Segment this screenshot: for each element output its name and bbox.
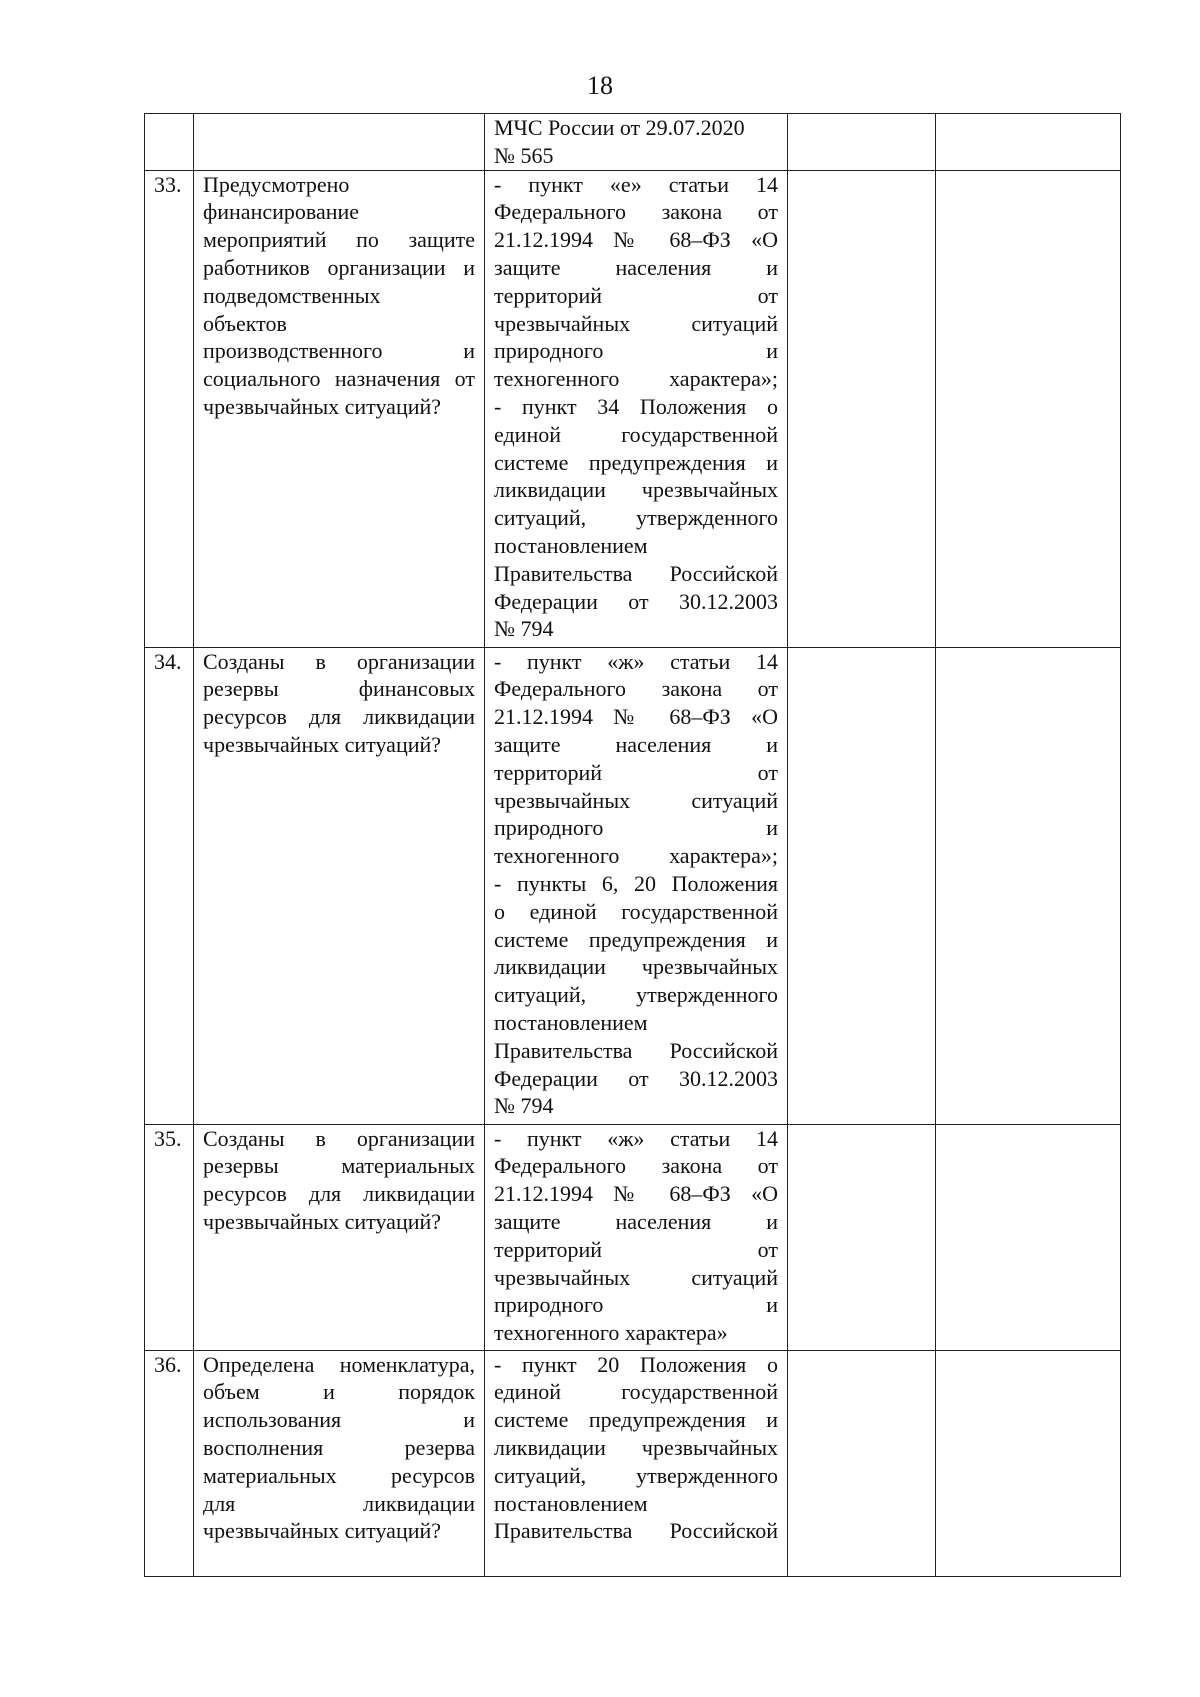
legal-reference-cell-line: - пункт 20 Положения о — [494, 1351, 778, 1377]
note-cell — [936, 1350, 1121, 1576]
requirement-cell-line: подведомственных — [203, 282, 381, 308]
legal-reference-cell-line: 21.12.1994 № 68–ФЗ «О — [494, 1181, 778, 1207]
legal-reference-cell-line: чрезвычайных ситуаций — [494, 1264, 778, 1290]
note-cell — [936, 647, 1121, 1124]
legal-reference-cell-line: территорий от — [494, 1236, 778, 1262]
row-number-cell: 34. — [145, 647, 194, 1124]
page-number: 18 — [587, 71, 613, 100]
requirement-cell-line: производственного и — [203, 338, 475, 364]
requirement-cell-line: восполнения резерва — [203, 1434, 475, 1460]
legal-reference-cell-line: постановлением — [494, 1490, 648, 1516]
legal-reference-cell-line: ликвидации чрезвычайных — [494, 954, 778, 980]
legal-reference-cell-line: защите населения и — [494, 1208, 778, 1234]
legal-reference-cell-line: № 794 — [494, 616, 554, 642]
table-row — [145, 170, 1121, 647]
table-row — [145, 647, 1121, 1124]
legal-reference-cell-line: природного и — [494, 815, 778, 841]
legal-reference-cell-line: 21.12.1994 № 68–ФЗ «О — [494, 227, 778, 253]
requirement-cell-line: чрезвычайных ситуаций? — [203, 1518, 442, 1544]
legal-reference-cell-line: системе предупреждения и — [494, 926, 778, 952]
legal-reference-cell-line: - пункт 34 Положения о — [494, 393, 778, 419]
legal-reference-cell-line: системе предупреждения и — [494, 1407, 778, 1433]
legal-reference-cell — [485, 170, 788, 647]
legal-reference-cell-line: - пункт «ж» статьи 14 — [494, 1125, 778, 1151]
row-number-cell: 35. — [145, 1124, 194, 1350]
requirement-cell-line: Созданы в организации — [203, 648, 475, 674]
legal-reference-cell-line: единой государственной — [494, 421, 778, 447]
table-row — [145, 1350, 1121, 1576]
legal-reference-cell-line: техногенного характера» — [494, 1320, 728, 1346]
requirement-cell-line: для ликвидации — [203, 1490, 475, 1516]
legal-reference-cell-line: о единой государственной — [494, 898, 778, 924]
legal-reference-cell-line: Правительства Российской — [494, 1037, 778, 1063]
answer-cell — [788, 1350, 936, 1576]
legal-reference-cell-line: Федерации от 30.12.2003 — [494, 588, 778, 614]
legal-reference-cell-line: чрезвычайных ситуаций — [494, 310, 778, 336]
requirement-cell — [194, 1350, 485, 1576]
legal-reference-cell-line: природного и — [494, 1292, 778, 1318]
answer-cell — [788, 1124, 936, 1350]
requirement-cell — [194, 1124, 485, 1350]
requirement-cell — [194, 114, 485, 171]
requirement-cell-line: ресурсов для ликвидации — [203, 704, 475, 730]
requirement-cell-line: чрезвычайных ситуаций? — [203, 731, 442, 757]
requirement-cell-line: социального назначения от — [203, 366, 475, 392]
row-number-cell — [145, 114, 194, 171]
requirement-cell-line: мероприятий по защите — [203, 227, 475, 253]
note-cell — [936, 1124, 1121, 1350]
requirement-cell-line: работников организации и — [203, 254, 475, 280]
legal-reference-cell-line: территорий от — [494, 282, 778, 308]
legal-reference-cell-line: № 794 — [494, 1093, 554, 1119]
legal-reference-cell-line: территорий от — [494, 759, 778, 785]
answer-cell — [788, 647, 936, 1124]
legal-reference-cell-line: природного и — [494, 338, 778, 364]
legal-reference-cell — [485, 1124, 788, 1350]
requirement-cell-line: Предусмотрено — [203, 171, 350, 197]
legal-reference-cell-line: ситуаций, утвержденного — [494, 1462, 778, 1488]
requirement-cell-line: Созданы в организации — [203, 1125, 475, 1151]
legal-reference-cell-line: Федерального закона от — [494, 1153, 778, 1179]
row-number-cell: 36. — [145, 1350, 194, 1576]
requirement-cell-line: Определена номенклатура, — [203, 1351, 475, 1377]
legal-reference-cell-line: 21.12.1994 № 68–ФЗ «О — [494, 704, 778, 730]
legal-reference-cell-line: Правительства Российской — [494, 1518, 778, 1544]
legal-reference-cell-line: Правительства Российской — [494, 560, 778, 586]
requirement-cell-line: чрезвычайных ситуаций? — [203, 393, 442, 419]
table-body — [145, 114, 1121, 1577]
legal-reference-cell-line: № 565 — [494, 142, 554, 168]
note-cell — [936, 114, 1121, 171]
answer-cell — [788, 170, 936, 647]
legal-reference-cell-line: Федерации от 30.12.2003 — [494, 1065, 778, 1091]
legal-reference-cell-line: ликвидации чрезвычайных — [494, 477, 778, 503]
legal-reference-cell-line: техногенного характера»; — [494, 843, 778, 869]
legal-reference-cell-line: постановлением — [494, 532, 648, 558]
requirement-cell-line: чрезвычайных ситуаций? — [203, 1208, 442, 1234]
legal-reference-cell — [485, 647, 788, 1124]
table-row — [145, 114, 1121, 171]
requirement-cell-line: объектов — [203, 310, 287, 336]
answer-cell — [788, 114, 936, 171]
legal-reference-cell-line: защите населения и — [494, 731, 778, 757]
requirement-cell — [194, 647, 485, 1124]
legal-reference-cell-line: Федерального закона от — [494, 199, 778, 225]
requirement-cell-line: объем и порядок — [203, 1379, 475, 1405]
legal-reference-cell-line: - пункт «е» статьи 14 — [494, 171, 778, 197]
legal-reference-cell — [485, 114, 788, 171]
legal-reference-cell-line: единой государственной — [494, 1379, 778, 1405]
legal-reference-cell-line: Федерального закона от — [494, 676, 778, 702]
row-number-cell: 33. — [145, 170, 194, 647]
requirement-cell-line: ресурсов для ликвидации — [203, 1181, 475, 1207]
requirement-cell — [194, 170, 485, 647]
note-cell — [936, 170, 1121, 647]
legal-reference-cell-line: защите населения и — [494, 254, 778, 280]
legal-reference-cell-line: - пункты 6, 20 Положения — [494, 870, 778, 896]
legal-reference-cell-line: ликвидации чрезвычайных — [494, 1434, 778, 1460]
requirement-cell-line: финансирование — [203, 199, 360, 225]
requirement-cell-line: резервы финансовых — [203, 676, 475, 702]
legal-reference-cell-line: - пункт «ж» статьи 14 — [494, 648, 778, 674]
legal-reference-cell — [485, 1350, 788, 1576]
requirements-table — [144, 113, 1121, 1577]
legal-reference-cell-line: МЧС России от 29.07.2020 — [494, 115, 745, 140]
table-row — [145, 1124, 1121, 1350]
legal-reference-cell-line: ситуаций, утвержденного — [494, 505, 778, 531]
requirement-cell-line: использования и — [203, 1407, 475, 1433]
requirement-cell-line: материальных ресурсов — [203, 1462, 475, 1488]
legal-reference-cell-line: системе предупреждения и — [494, 449, 778, 475]
legal-reference-cell-line: чрезвычайных ситуаций — [494, 787, 778, 813]
legal-reference-cell-line: техногенного характера»; — [494, 366, 778, 392]
requirement-cell-line: резервы материальных — [203, 1153, 475, 1179]
legal-reference-cell-line: постановлением — [494, 1009, 648, 1035]
legal-reference-cell-line: ситуаций, утвержденного — [494, 982, 778, 1008]
